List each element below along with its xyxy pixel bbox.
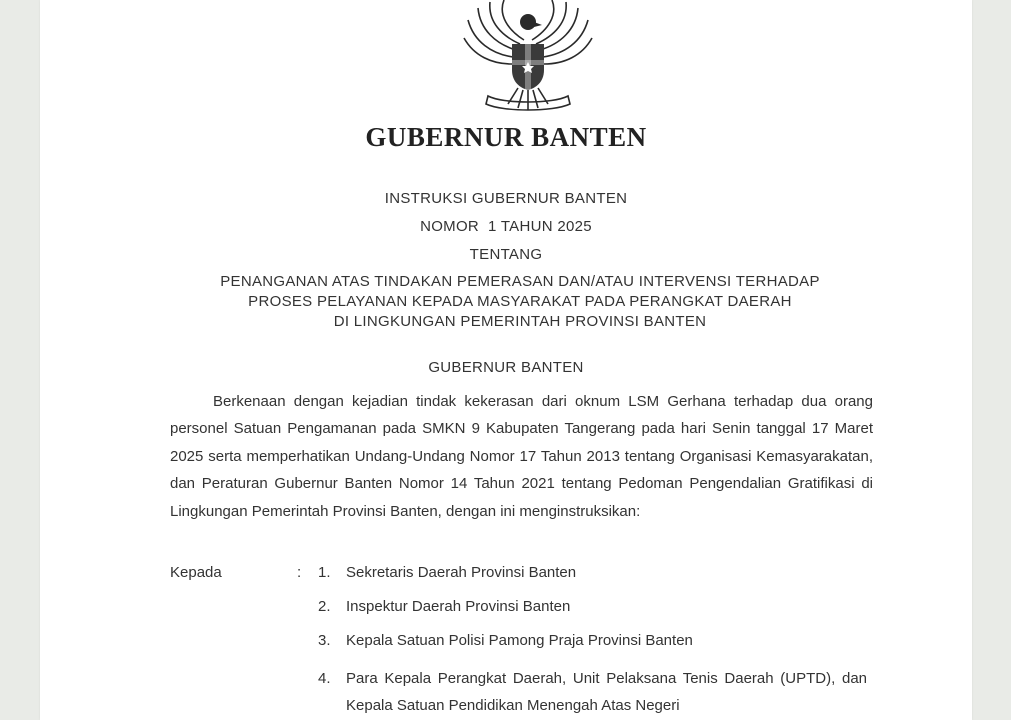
- instruction-title: [160, 272, 880, 332]
- list-item-number: 3.: [318, 632, 331, 649]
- list-item-number: 2.: [318, 598, 331, 615]
- title-line: DI LINGKUNGAN PEMERINTAH PROVINSI BANTEN: [333, 313, 707, 330]
- title-line: PROSES PELAYANAN KEPADA MASYARAKAT PADA PERANGKAT DAERAH: [248, 293, 792, 310]
- list-item-number: 4.: [318, 670, 331, 687]
- recipients-label: Kepada: [170, 564, 222, 581]
- list-item: Para Kepala Perangkat Daerah, Unit Pelaksana Tenis Daerah (UPTD), dan Kepala Satuan Pendidikan Menengah Atas Negeri: [346, 670, 867, 714]
- list-item-number: 1.: [318, 564, 331, 581]
- list-item: Kepala Satuan Polisi Pamong Praja Provinsi Banten: [346, 632, 693, 649]
- list-item: Inspektur Daerah Provinsi Banten: [346, 598, 571, 615]
- about-heading: TENTANG: [469, 246, 543, 263]
- list-item: Sekretaris Daerah Provinsi Banten: [346, 564, 577, 581]
- title-line: PENANGANAN ATAS TINDAKAN PEMERASAN DAN/ATAU INTERVENSI TERHADAP: [220, 273, 820, 290]
- instruction-type: INSTRUKSI GUBERNUR BANTEN: [384, 190, 628, 207]
- garuda-emblem-icon: [458, 0, 598, 120]
- governor-heading: GUBERNUR BANTEN: [365, 122, 647, 152]
- instruction-number: NOMOR 1 TAHUN 2025: [420, 218, 592, 235]
- recipients-colon: :: [297, 564, 302, 581]
- preamble-paragraph: Berkenaan dengan kejadian tindak kekerasan dari oknum LSM Gerhana terhadap dua orang personel Satuan Pengamanan pada SMKN 9 Kabupaten Tangerang pada hari Senin tanggal 17 Maret 2025 serta memperhatikan Undang-Undang Nomor 17 Tahun 2013 tentang Organisasi Kemasyarakatan, dan Peraturan Gubernur Banten Nomor 14 Tahun 2021 tentang Pedoman Pengendalian Gratifikasi di Lingkungan Pemerintah Provinsi Banten, dengan ini menginstruksikan:: [170, 393, 873, 520]
- document-page: [40, 0, 972, 720]
- issuer-heading: GUBERNUR BANTEN: [428, 359, 584, 376]
